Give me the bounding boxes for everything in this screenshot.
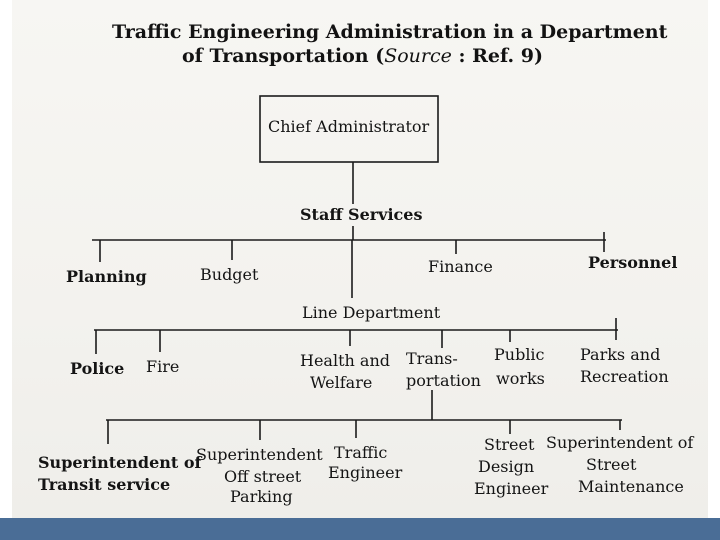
transportation-label-2: portation	[406, 371, 481, 390]
title-line-2-suffix: : Ref. 9)	[451, 45, 543, 67]
traffic-engineer-label-2: Engineer	[328, 463, 403, 482]
fire-label: Fire	[146, 357, 180, 376]
budget-label: Budget	[200, 265, 259, 284]
transit-label-1: Superintendent of	[38, 453, 202, 472]
street-design-label-2: Design	[478, 457, 535, 476]
chief-label: Chief Administrator	[268, 117, 430, 136]
title-line-1: Traffic Engineering Administration in a Department	[112, 21, 668, 43]
title-line-2	[182, 45, 543, 67]
title-source-word: Source	[384, 45, 452, 67]
offstreet-label-1: Superintendent	[196, 445, 323, 464]
offstreet-label-3: Parking	[230, 487, 293, 506]
street-maintenance-label-1: Superintendent of	[546, 433, 694, 452]
parks-label-2: Recreation	[580, 367, 669, 386]
staff-services-label: Staff Services	[300, 205, 423, 224]
planning-label: Planning	[66, 267, 147, 286]
health-label-2: Welfare	[310, 373, 373, 392]
transit-label-2: Transit service	[38, 475, 171, 494]
finance-label: Finance	[428, 257, 493, 276]
parks-label-1: Parks and	[580, 345, 661, 364]
footer-bar	[0, 518, 720, 540]
traffic-engineer-label-1: Traffic	[334, 443, 388, 462]
line-department-label: Line Department	[302, 303, 441, 322]
street-maintenance-label-2: Street	[586, 455, 637, 474]
police-label: Police	[70, 359, 125, 378]
street-maintenance-label-3: Maintenance	[578, 477, 684, 496]
public-works-label-2: works	[496, 369, 545, 388]
transportation-label-1: Trans-	[406, 349, 458, 368]
personnel-label: Personnel	[588, 253, 678, 272]
health-label-1: Health and	[300, 351, 390, 370]
title-line-2-prefix: of Transportation (	[182, 45, 385, 67]
offstreet-label-2: Off street	[224, 467, 302, 486]
street-design-label-1: Street	[484, 435, 535, 454]
street-design-label-3: Engineer	[474, 479, 549, 498]
public-works-label-1: Public	[494, 345, 545, 364]
